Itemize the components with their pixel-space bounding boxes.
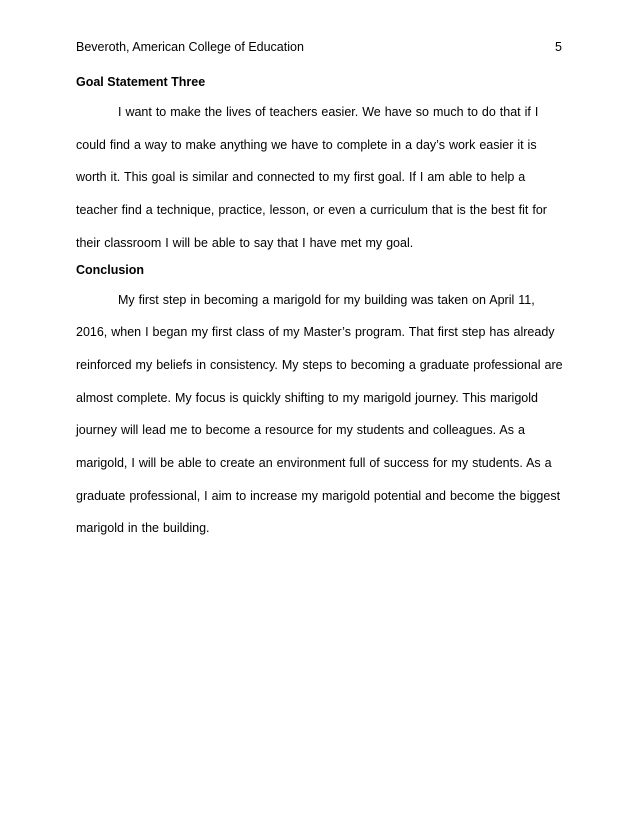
running-head bbox=[76, 38, 562, 56]
page-number: 5 bbox=[555, 40, 562, 54]
running-head-title: Beveroth, American College of Education bbox=[76, 40, 304, 54]
section-paragraph-goal-statement-three: I want to make the lives of teachers easier. We have so much to do that if I could find a way to make anything we have to complete in a day’s work easier it is worth it. This goal is similar and connected to my first goal. If I am able to help a teacher find a technique, practice, lesson, or even a curriculum that is the best fit for their classroom I will be able to say that I have met my goal. bbox=[76, 105, 547, 250]
section-heading-conclusion: Conclusion bbox=[76, 262, 145, 277]
section-heading-goal-statement-three: Goal Statement Three bbox=[76, 75, 206, 89]
document-body bbox=[76, 72, 566, 545]
section-paragraph-conclusion: My first step in becoming a marigold for my building was taken on April 11, 2016, when I began my first class of my Master’s program. That first step has already reinforced my beliefs in consistency. My steps to becoming a graduate professional are almost complete. My focus is quickly shifting to my marigold journey. This marigold journey will lead me to become a resource for my students and colleagues. As a marigold, I will be able to create an environment full of success for my students. As a graduate professional, I aim to increase my marigold potential and become the biggest marigold in the building. bbox=[76, 292, 563, 536]
